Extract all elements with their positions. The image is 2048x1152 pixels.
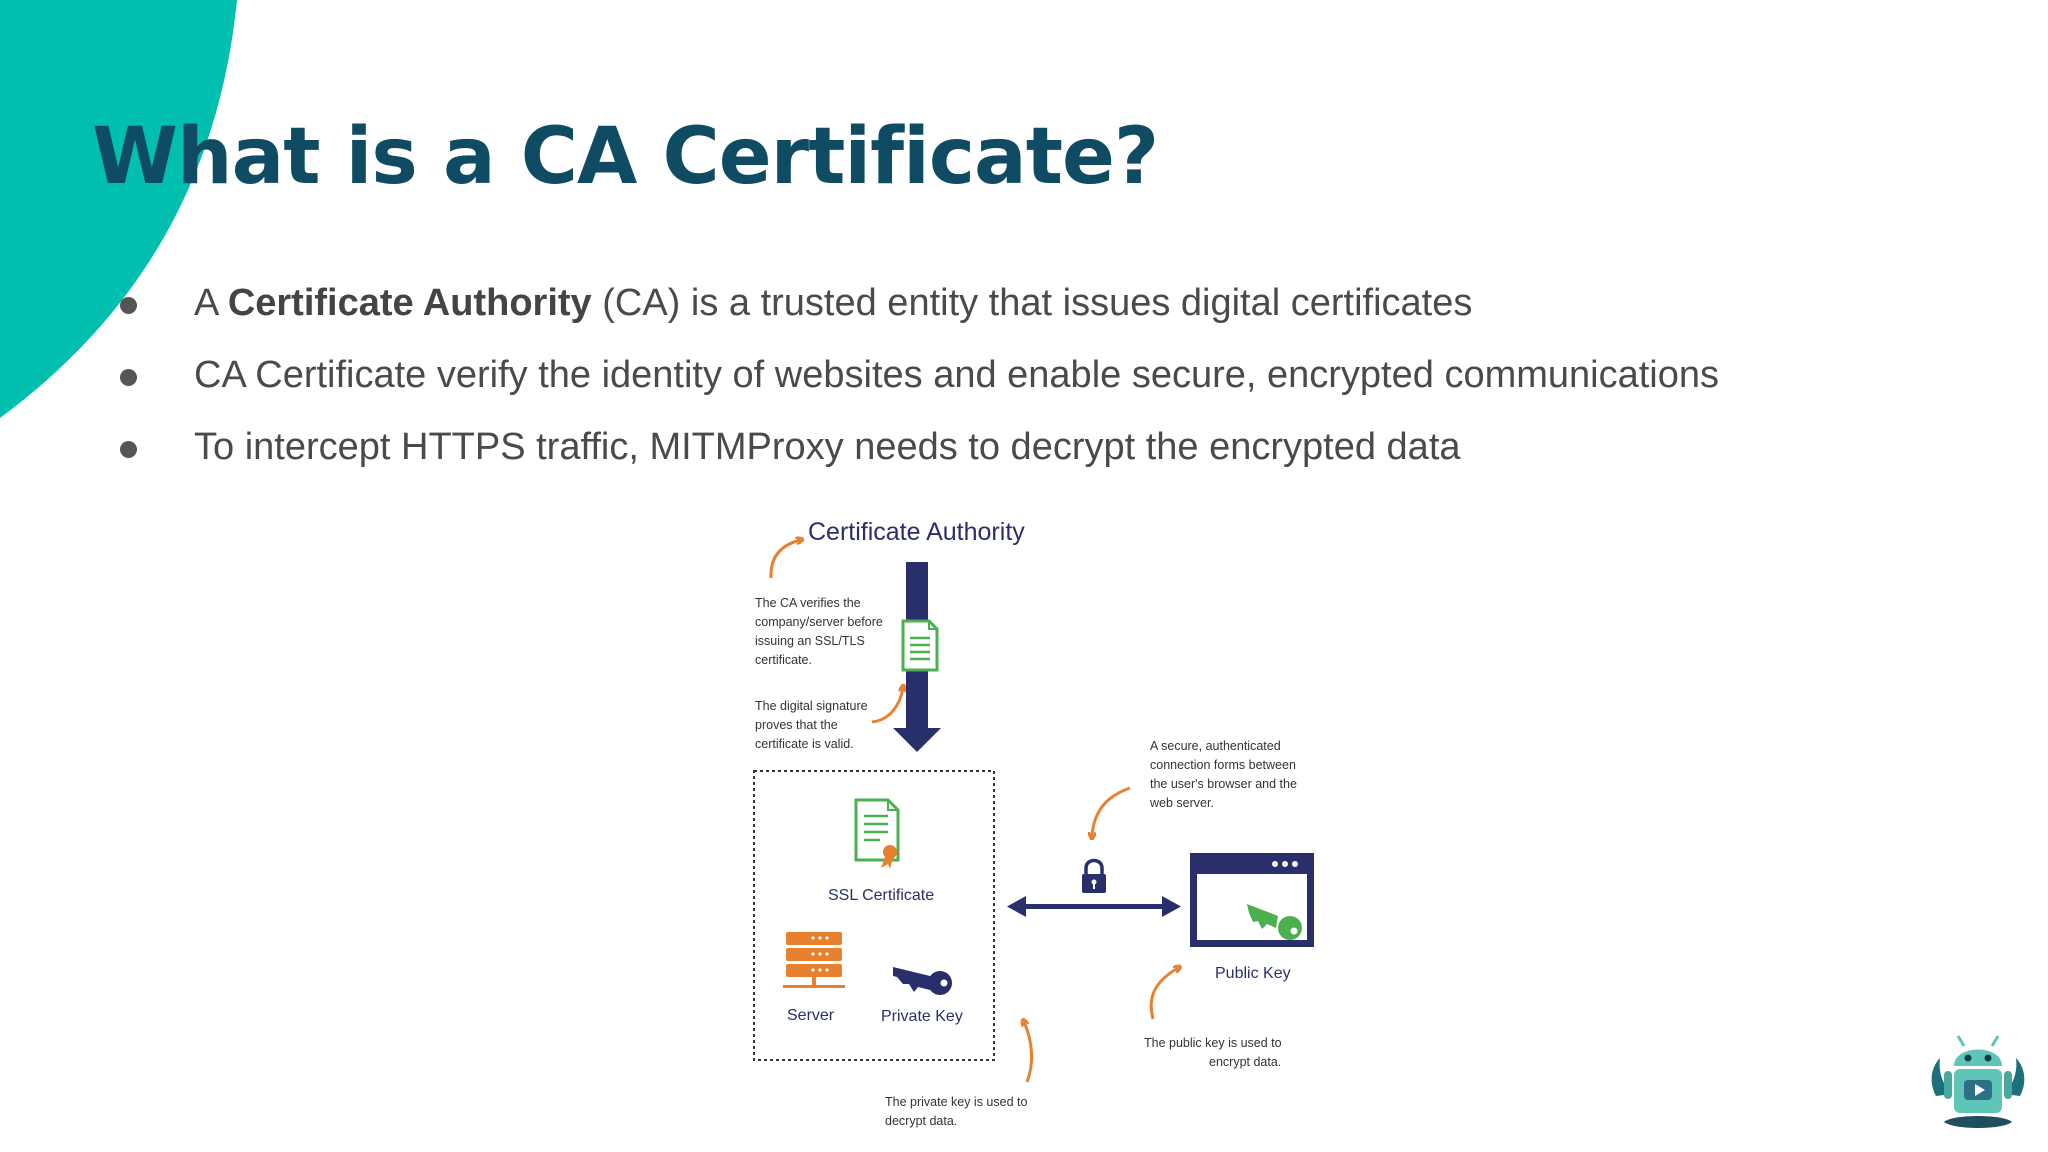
ca-label: Certificate Authority (808, 518, 1025, 546)
bullet-text: To intercept HTTPS traffic, MITMProxy needs to decrypt the encrypted data (194, 426, 1461, 468)
ca-note: The CA verifies the company/server before issuing an SSL/TLS certificate. (755, 596, 883, 667)
bullet-text: A (194, 282, 228, 324)
bullet-bold-text: Certificate Authority (227, 282, 592, 324)
signature-note: The digital signature proves that the certificate is valid. (755, 699, 868, 751)
lock-icon (1082, 861, 1106, 894)
public-key-note: The public key is used to encrypt data. (1144, 1036, 1282, 1069)
public-key-label: Public Key (1215, 965, 1291, 982)
server-label: Server (787, 1007, 835, 1024)
orange-arrow (1151, 968, 1178, 1019)
page-title: What is a CA Certificate? (92, 112, 1159, 202)
connection-note: A secure, authenticated connection forms between the user's browser and the web server. (1150, 739, 1297, 810)
browser-window-icon (1190, 853, 1314, 947)
document-icon (903, 621, 937, 670)
orange-arrow (872, 688, 903, 722)
connection-arrow (1007, 896, 1181, 917)
bullet-text: CA Certificate verify the identity of websites and enable secure, encrypted communications (194, 354, 1719, 396)
private-key-note: The private key is used to decrypt data. (885, 1095, 1028, 1128)
android-logo-icon (1924, 1026, 2032, 1134)
server-icon (783, 932, 845, 988)
certificate-icon (856, 800, 898, 869)
orange-arrow (1024, 1022, 1032, 1082)
orange-arrow (771, 540, 800, 578)
private-key-label: Private Key (881, 1008, 963, 1025)
orange-arrow (1092, 788, 1130, 836)
key-icon (893, 967, 952, 995)
bullet-text: (CA) is a trusted entity that issues digital certificates (591, 282, 1473, 324)
ssl-certificate-label: SSL Certificate (828, 887, 935, 904)
